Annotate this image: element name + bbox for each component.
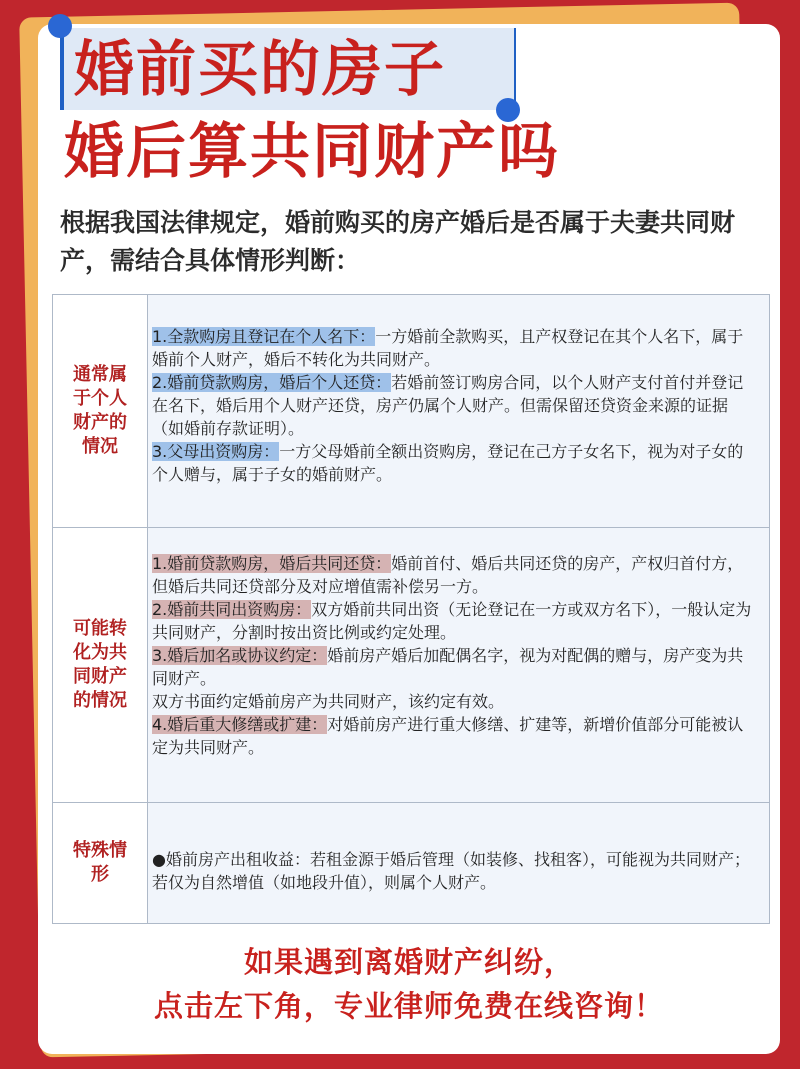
item-extra-text: 双方书面约定婚前房产为共同财产，该约定有效。 (152, 692, 505, 711)
cta-line-1: 如果遇到离婚财产纠纷， (243, 945, 574, 979)
row-content (148, 528, 769, 802)
table-row (53, 803, 769, 923)
item-text: 一方父母婚前全额出资购房，登记在己方子女名下，视为对子女的个人赠与，属于子女的婚前财产。 (152, 442, 744, 484)
item-label: 3.父母出资购房： (152, 442, 280, 461)
cta-line-2[interactable]: 点击左下角，专业律师免费在线咨询！ (153, 989, 664, 1023)
item-label: 4.婚后重大修缮或扩建： (152, 715, 328, 734)
item-label: 1.婚前贷款购房，婚后共同还贷： (152, 554, 392, 573)
item-label: 1.全款购房且登记在个人名下： (152, 327, 376, 346)
intro-text: 根据我国法律规定，婚前购买的房产婚后是否属于夫妻共同财产，需结合具体情形判断： (60, 208, 736, 275)
item-label: 3.婚后加名或协议约定： (152, 646, 328, 665)
item-label: 2.婚前贷款购房，婚后个人还贷： (152, 373, 392, 392)
item-text: 一方婚前全款购买，且产权登记在其个人名下，属于婚前个人财产，婚后不转化为共同财产。 (152, 327, 744, 369)
corner-dot-icon (48, 14, 72, 38)
row-category: 可能转化为共同财产的情况 (73, 618, 127, 711)
table-row (53, 295, 769, 528)
item-text: 对婚前房产进行重大修缮、扩建等，新增价值部分可能被认定为共同财产。 (152, 715, 744, 757)
title-line-2: 婚后算共同财产吗 (64, 117, 560, 187)
item-text: 若婚前签订购房合同，以个人财产支付首付并登记在名下，婚后用个人财产还贷，房产仍属个人财产。但需保留还贷资金来源的证据（如婚前存款证明）。 (152, 373, 744, 438)
row-content (148, 803, 769, 923)
item-text: 婚前首付、婚后共同还贷的房产，产权归首付方，但婚后共同还贷部分及对应增值需补偿另一方。 (152, 554, 744, 596)
row-category: 通常属于个人财产的情况 (73, 364, 127, 457)
table-row (53, 528, 769, 803)
item-text: 婚前房产婚后加配偶名字，视为对配偶的赠与，房产变为共同财产。 (152, 646, 744, 688)
info-table (52, 294, 770, 924)
item-text: ●婚前房产出租收益：若租金源于婚后管理（如装修、找租客），可能视为共同财产；若仅为自然增值（如地段升值），则属个人财产。 (152, 850, 750, 892)
item-label: 2.婚前共同出资购房： (152, 600, 312, 619)
title-line-1: 婚前买的房子 (74, 35, 446, 105)
row-category: 特殊情形 (73, 840, 127, 885)
row-content (148, 295, 769, 527)
item-text: 双方婚前共同出资（无论登记在一方或双方名下），一般认定为共同财产，分割时按出资比例或约定处理。 (152, 600, 752, 642)
